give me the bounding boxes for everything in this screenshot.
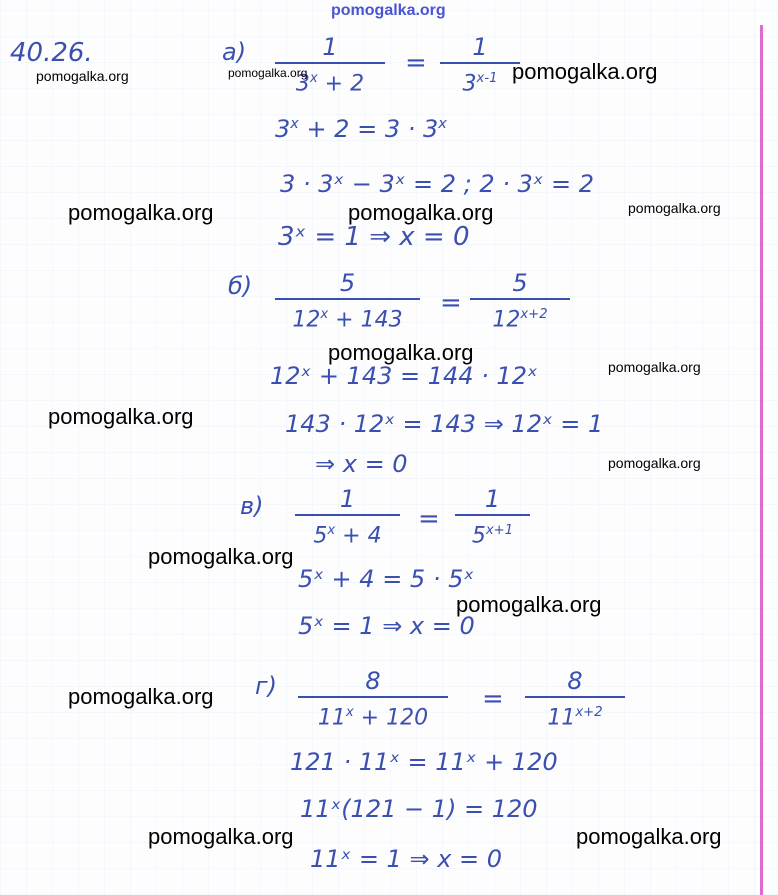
- part-a-step2: 3 · 3ˣ − 3ˣ = 2 ; 2 · 3ˣ = 2: [280, 170, 595, 198]
- fraction-numerator: 5: [512, 269, 528, 297]
- watermark: pomogalka.org: [68, 200, 214, 225]
- fraction-bar: [275, 62, 385, 64]
- watermark: pomogalka.org: [328, 340, 474, 365]
- watermark: pomogalka.org: [576, 824, 722, 849]
- watermark: pomogalka.org: [608, 359, 701, 375]
- fraction-denominator: $11^{x+2}$: [547, 705, 603, 731]
- part-d-step1: 121 · 11ˣ = 11ˣ + 120: [290, 748, 558, 776]
- part-c-lhs-fraction: [295, 486, 400, 549]
- watermark: pomogalka.org: [608, 455, 701, 471]
- fraction-denominator: $12^x + 143$: [292, 307, 403, 333]
- fraction-bar: [275, 298, 420, 300]
- equals-sign: =: [440, 288, 462, 318]
- watermark: pomogalka.org: [348, 200, 494, 225]
- watermark: pomogalka.org: [512, 59, 658, 84]
- watermark: pomogalka.org: [628, 200, 721, 216]
- fraction-denominator: 3$^{x-1}$: [462, 71, 498, 97]
- fraction-bar: [455, 514, 530, 516]
- part-c-rhs-fraction: [455, 486, 530, 549]
- part-b-label: б): [228, 272, 253, 300]
- part-c-label: в): [240, 492, 264, 520]
- part-a-step3: 3ˣ = 1 ⇒ x = 0: [278, 222, 470, 252]
- watermark: pomogalka.org: [48, 404, 194, 429]
- equals-sign: =: [482, 684, 504, 714]
- fraction-denominator: $11^x + 120$: [317, 705, 429, 731]
- part-a-label: а): [222, 38, 247, 66]
- header-watermark: pomogalka.org: [331, 2, 446, 19]
- equals-sign: =: [405, 48, 427, 78]
- fraction-numerator: 8: [567, 667, 583, 695]
- fraction-bar: [440, 62, 520, 64]
- fraction-denominator: $3^x + 2$: [295, 71, 365, 97]
- part-d-lhs-fraction: [298, 668, 448, 731]
- part-b-lhs-fraction: [275, 270, 420, 333]
- watermark: pomogalka.org: [228, 66, 308, 80]
- watermark: pomogalka.org: [148, 824, 294, 849]
- fraction-numerator: 1: [339, 485, 356, 513]
- fraction-numerator: 5: [339, 269, 356, 297]
- fraction-numerator: 8: [365, 667, 381, 695]
- fraction-bar: [295, 514, 400, 516]
- part-d-step3: 11ˣ = 1 ⇒ x = 0: [310, 845, 503, 873]
- watermark: pomogalka.org: [68, 684, 214, 709]
- part-c-step1: 5ˣ + 4 = 5 · 5ˣ: [298, 565, 475, 593]
- part-a-rhs-fraction: [440, 34, 520, 97]
- fraction-denominator: $5^x + 4$: [313, 523, 382, 549]
- part-b-step2: 143 · 12ˣ = 143 ⇒ 12ˣ = 1: [285, 410, 604, 438]
- watermark: pomogalka.org: [456, 592, 602, 617]
- fraction-denominator: $12^{x+2}$: [492, 307, 548, 333]
- part-c-step2: 5ˣ = 1 ⇒ x = 0: [298, 612, 475, 640]
- part-d-step2: 11ˣ(121 − 1) = 120: [300, 795, 538, 823]
- fraction-numerator: 1: [322, 33, 338, 61]
- fraction-bar: [298, 696, 448, 698]
- fraction-bar: [525, 696, 625, 698]
- part-b-step1: 12ˣ + 143 = 144 · 12ˣ: [270, 362, 538, 390]
- equals-sign: =: [418, 504, 440, 534]
- part-a-step1: $3^x + 2 = 3 \cdot 3^x$: [275, 115, 447, 143]
- fraction-bar: [470, 298, 570, 300]
- margin-line: [760, 25, 763, 895]
- part-d-rhs-fraction: [525, 668, 625, 731]
- part-d-label: г): [255, 672, 277, 700]
- part-b-rhs-fraction: [470, 270, 570, 333]
- fraction-numerator: 1: [472, 33, 488, 61]
- problem-number: 40.26.: [10, 38, 93, 68]
- part-b-step3: ⇒ x = 0: [315, 450, 408, 478]
- fraction-numerator: 1: [484, 485, 501, 513]
- watermark: pomogalka.org: [36, 68, 129, 84]
- watermark: pomogalka.org: [148, 544, 294, 569]
- fraction-denominator: $5^{x+1}$: [471, 523, 514, 549]
